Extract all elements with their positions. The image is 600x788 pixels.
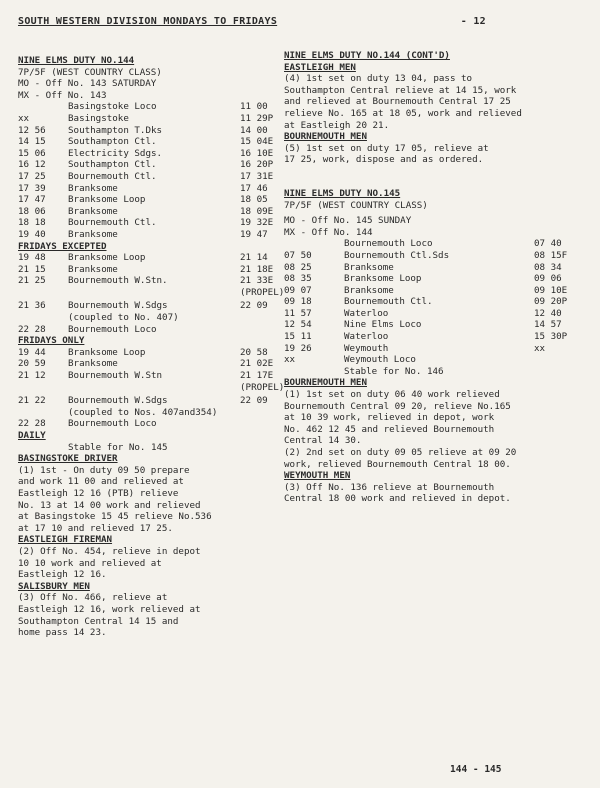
timetable-row: 21 22 Bournemouth W.Sdgs 22 09	[18, 395, 268, 407]
salisbury-men-heading: SALISBURY MEN	[18, 580, 90, 592]
timetable-row: 12 54 Nine Elms Loco 14 57	[284, 319, 562, 331]
crew-note-line: Eastleigh 12 16.	[18, 569, 107, 581]
duty-144-continued-heading: NINE ELMS DUTY NO.144 (CONT'D)	[284, 50, 450, 61]
timetable-row: 09 18 Bournemouth Ctl. 09 20P	[284, 296, 568, 308]
loco-class: 7P/5F (WEST COUNTRY CLASS)	[284, 199, 428, 211]
crew-note-line: (4) 1st set on duty 13 04, pass to	[284, 73, 473, 85]
right-column	[284, 50, 584, 505]
timetable-row: 21 36 Bournemouth W.Sdgs 22 09	[18, 300, 268, 312]
timetable-row: 17 39 Branksome 17 46	[18, 182, 268, 194]
note-mo: MO - Off No. 145 SUNDAY	[284, 215, 412, 227]
stable-note: Stable for No. 146	[344, 365, 444, 377]
stable-note: Stable for No. 145	[68, 441, 168, 453]
timetable-row: 15 06 Electricity Sdgs. 16 10E	[18, 147, 274, 159]
duty-144-title: NINE ELMS DUTY NO.144	[18, 55, 135, 66]
crew-note-line: No. 462 12 45 and relieved Bournemouth	[284, 423, 495, 435]
page-number: - 12	[460, 16, 486, 27]
header-title: SOUTH WESTERN DIVISION MONDAYS TO FRIDAYS	[18, 16, 278, 27]
note-mx: MX - Off No. 144	[284, 226, 373, 238]
loco-class: 7P/5F (WEST COUNTRY CLASS)	[18, 66, 162, 78]
crew-note-line: (1) 1st set on duty 06 40 work relieved	[284, 389, 500, 401]
note-mo: MO - Off No. 143 SATURDAY	[18, 78, 157, 90]
crew-note-line: work, relieved Bournemouth Central 18 00.	[284, 458, 511, 470]
timetable-row: 18 18 Bournemouth Ctl. 19 32E	[18, 217, 274, 229]
timetable-row: 19 48 Branksome Loop 21 14	[18, 252, 268, 264]
coupled-note: (coupled to No. 407)	[68, 312, 179, 324]
timetable-row: 12 56 Southampton T.Dks 14 00	[18, 124, 268, 136]
timetable-row: 16 12 Southampton Ctl. 16 20P	[18, 159, 274, 171]
fridays-only-heading: FRIDAYS ONLY	[18, 335, 85, 347]
timetable-row: 19 26 Weymouth xx	[284, 342, 546, 354]
fridays-excepted-heading: FRIDAYS EXCEPTED	[18, 240, 107, 252]
timetable-row: 11 57 Waterloo 12 40	[284, 307, 562, 319]
crew-note-line: Southampton Central 14 15 and	[18, 615, 179, 627]
crew-note-line: (2) Off No. 454, relieve in depot	[18, 545, 201, 557]
crew-note-line: and relieved at Bournemouth Central 17 25	[284, 96, 511, 108]
timetable-row: (PROPEL)	[240, 286, 285, 298]
timetable-row: 17 47 Branksome Loop 18 05	[18, 194, 268, 206]
left-column	[18, 55, 285, 639]
crew-note-line: Eastleigh 12 16, work relieved at	[18, 603, 201, 615]
timetable-row: 21 12 Bournemouth W.Stn 21 17E	[18, 370, 274, 382]
crew-note-line: relieve No. 165 at 18 05, work and relieved	[284, 107, 522, 119]
timetable-row: 19 44 Branksome Loop 20 58	[18, 346, 268, 358]
timetable-row: 15 11 Waterloo 15 30P	[284, 331, 568, 343]
duty-145-title: NINE ELMS DUTY NO.145	[284, 187, 401, 199]
timetable-row: xx Basingstoke 11 29P	[18, 112, 274, 124]
crew-note-line: Eastleigh 12 16 (PTB) relieve	[18, 487, 179, 499]
bournemouth-men-heading: BOURNEMOUTH MEN	[284, 131, 367, 143]
timetable-row: Bournemouth Loco 07 40	[344, 238, 562, 250]
timetable-row: 21 15 Branksome 21 18E	[18, 263, 274, 275]
crew-note-line: Central 14 30.	[284, 435, 362, 447]
timetable-row: 08 25 Branksome 08 34	[284, 261, 562, 273]
timetable-row: 17 25 Bournemouth Ctl. 17 31E	[18, 170, 274, 182]
crew-note-line: (3) Off No. 466, relieve at	[18, 592, 168, 604]
duty-range-footer: 144 - 145	[450, 764, 502, 775]
crew-note-line: Southampton Central relieve at 14 15, work	[284, 84, 517, 96]
crew-note-line: and work 11 00 and relieved at	[18, 476, 184, 488]
timetable-row: 09 07 Branksome 09 10E	[284, 284, 568, 296]
crew-note-line: at Eastleigh 20 21.	[284, 119, 390, 131]
crew-note-line: (2) 2nd set on duty 09 05 relieve at 09 20	[284, 447, 517, 458]
crew-note-line: (1) 1st - On duty 09 50 prepare	[18, 464, 190, 476]
crew-note-line: (5) 1st set on duty 17 05, relieve at	[284, 142, 489, 154]
crew-note-line: at 17 10 and relieved 17 25.	[18, 522, 173, 534]
timetable-row: 07 50 Bournemouth Ctl.Sds 08 15F	[284, 249, 568, 261]
crew-note-line: Central 18 00 work and relieved in depot.	[284, 493, 511, 505]
timetable-row: 20 59 Branksome 21 02E	[18, 358, 274, 370]
weymouth-men-heading: WEYMOUTH MEN	[284, 470, 351, 482]
crew-note-line: No. 13 at 14 00 work and relieved	[18, 499, 201, 511]
crew-note-line: at Basingstoke 15 45 relieve No.536	[18, 511, 212, 523]
timetable-row: 22 28 Bournemouth Loco	[18, 418, 157, 430]
crew-note-line: (3) Off No. 136 relieve at Bournemouth	[284, 481, 495, 493]
timetable-row: 22 28 Bournemouth Loco	[18, 323, 157, 335]
crew-note-line: 10 10 work and relieved at	[18, 557, 162, 569]
timetable-row: 21 25 Bournemouth W.Stn. 21 33E	[18, 275, 274, 287]
eastleigh-men-heading: EASTLEIGH MEN	[284, 61, 356, 73]
crew-note-line: at 10 39 work, relieved in depot, work	[284, 412, 495, 424]
timetable-row: 18 06 Branksome 18 09E	[18, 205, 274, 217]
timetable-row: 14 15 Southampton Ctl. 15 04E	[18, 136, 274, 148]
crew-note-line: 17 25, work, dispose and as ordered.	[284, 154, 484, 166]
timetable-row: (PROPEL)	[240, 381, 285, 393]
timetable-row: Basingstoke Loco 11 00	[68, 101, 268, 113]
crew-note-line: Bournemouth Central 09 20, relieve No.165	[284, 400, 511, 412]
basingstoke-driver-heading: BASINGSTOKE DRIVER	[18, 453, 118, 465]
timetable-row: 08 35 Branksome Loop 09 06	[284, 273, 562, 285]
timetable-row: 19 40 Branksome 19 47	[18, 228, 268, 240]
coupled-note: (coupled to Nos. 407and354)	[68, 406, 218, 418]
crew-note-line: home pass 14 23.	[18, 627, 107, 639]
bournemouth-men-heading: BOURNEMOUTH MEN	[284, 377, 367, 389]
eastleigh-fireman-heading: EASTLEIGH FIREMAN	[18, 534, 113, 546]
page-header	[18, 16, 486, 27]
timetable-row: xx Weymouth Loco	[284, 354, 416, 366]
note-mx: MX - Off No. 143	[18, 89, 107, 101]
daily-heading: DAILY	[18, 430, 46, 441]
